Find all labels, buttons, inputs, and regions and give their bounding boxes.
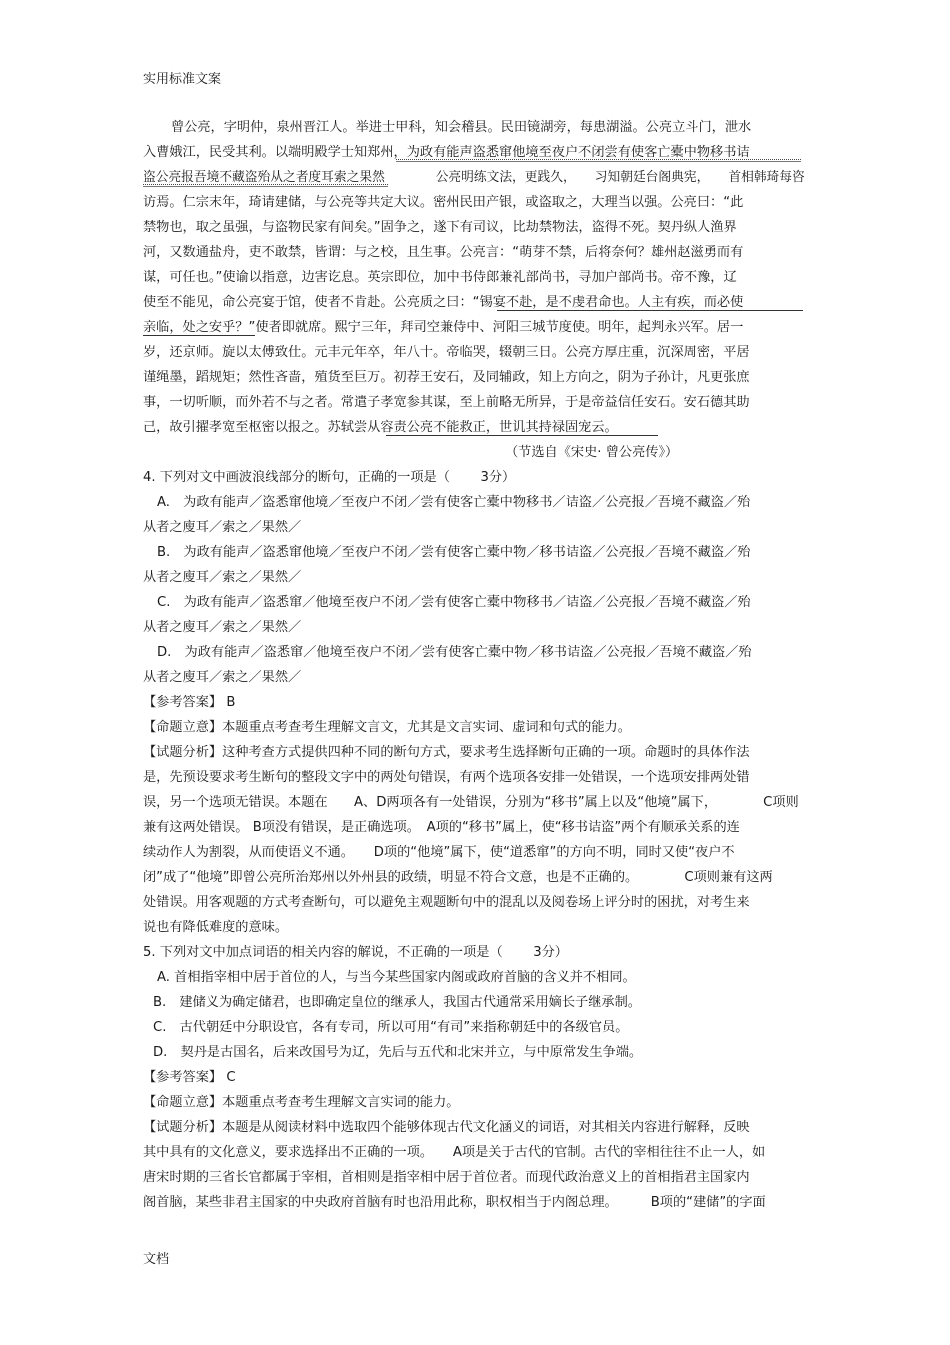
wavy-underline xyxy=(143,186,388,187)
text-line: 阁首脑，某些非君主国家的中央政府首脑有时也沿用此称，职权相当于内阁总理。 B项的“建储”的字面 xyxy=(143,1195,766,1210)
wavy-underline xyxy=(143,184,388,185)
page-footer: 文档 xyxy=(143,1252,170,1267)
text-line: 从者之廋耳／索之／果然／ xyxy=(143,570,302,585)
text-line: 处错误。用客观题的方式考查断句，可以避免主观题断句中的混乱以及阅卷场上评分时的困扰，对考生来 xyxy=(143,895,750,910)
text-line: 说也有降低难度的意味。 xyxy=(143,920,289,935)
text-line: 入曹娥江，民受其利。以端明殿学士知郑州，为政有能声盗悉窜他境至夜户不闭尝有使客亡橐中物移书诘 xyxy=(143,145,750,160)
text-line: 从者之廋耳／索之／果然／ xyxy=(143,520,302,535)
text-line: 河，又数通盐舟，吏不敢禁，皆谓：与之校，且生事。公亮言：“萌芽不禁，后将奈何？雄州赵滋勇而有 xyxy=(143,245,744,260)
text-line: B. 为政有能声／盗悉窜他境／至夜户不闭／尝有使客亡橐中物／移书诘盗／公亮报／吾境不藏盗／殆 xyxy=(157,545,751,560)
text-line: 5. 下列对文中加点词语的相关内容的解说，不正确的一项是（ 3分） xyxy=(143,945,568,960)
text-line: 从者之廋耳／索之／果然／ xyxy=(143,670,302,685)
text-line: 己，故引擢孝宽至枢密以报之。苏轼尝从容责公亮不能救正，世讥其持禄固宠云。 xyxy=(143,420,618,435)
text-line: 4. 下列对文中画波浪线部分的断句，正确的一项是（ 3分） xyxy=(143,470,516,485)
text-line: D. 为政有能声／盗悉窜／他境至夜户不闭／尝有使客亡橐中物／移书诘盗／公亮报／吾境不藏盗／殆 xyxy=(157,645,752,660)
text-line: 误，另一个选项无错误。本题在 A、D两项各有一处错误，分别为“移书”属上以及“他境”属下， C项则 xyxy=(143,795,799,810)
text-line: 亲临，处之安乎？”使者即就席。熙宁三年，拜司空兼侍中、河阳三城节度使。明年，起判永兴军。居一 xyxy=(143,320,744,335)
straight-underline xyxy=(386,435,658,436)
text-line: 从者之廋耳／索之／果然／ xyxy=(143,620,302,635)
text-line: 其中具有的文化意义，要求选择出不正确的一项。 A项是关于古代的官制。古代的宰相往往不止一人，如 xyxy=(143,1145,766,1160)
text-line: 是，先预设要求考生断句的整段文字中的两处句错误，有两个选项各安排一处错误，一个选项安排两处错 xyxy=(143,770,750,785)
text-line: 使至不能见，命公亮宴于馆，使者不肯赴。公亮质之曰：“锡宴不赴，是不虔君命也。人主有疾，而必使 xyxy=(143,295,744,310)
wavy-underline xyxy=(396,161,801,162)
text-line: 盗公亮报吾境不藏盗殆从之者度耳索之果然 公亮明练文法，更践久， 习知朝廷台阁典宪， 首相韩琦每咨 xyxy=(143,170,805,185)
wavy-underline xyxy=(396,159,801,160)
text-line: （节选自《宋史· 曾公亮传》） xyxy=(505,445,679,460)
text-line: A. 首相指宰相中居于首位的人，与当今某些国家内阁或政府首脑的含义并不相同。 xyxy=(157,970,636,985)
text-line: 访焉。仁宗末年，琦请建储，与公亮等共定大议。密州民田产银，或盗取之，大理当以强。公亮曰：“此 xyxy=(143,195,744,210)
text-line: 唐宋时期的三省长官都属于宰相，首相则是指宰相中居于首位者。而现代政治意义上的首相指君主国家内 xyxy=(143,1170,750,1185)
text-line: 续动作人为割裂，从而使语义不通。 D项的“他境”属下，使“道悉窜”的方向不明，同时又使“夜户不 xyxy=(143,845,735,860)
text-line: 曾公亮，字明仲，泉州晋江人。举进士甲科，知会稽县。民田镜湖旁，每患湖溢。公亮立斗门，泄水 xyxy=(171,120,752,135)
text-line: 禁物也，取之虽强，与盗物民家有间矣。”固争之，遂下有司议，比劫禁物法，盗得不死。契丹纵人渔界 xyxy=(143,220,737,235)
text-line: C. 为政有能声／盗悉窜／他境至夜户不闭／尝有使客亡橐中物移书／诘盗／公亮报／吾境不藏盗／殆 xyxy=(157,595,751,610)
text-line: 谨绳墨，蹈规矩；然性吝啬，殖货至巨万。初荐王安石，及同辅政，知上方向之，阴为子孙计，凡更张庶 xyxy=(143,370,750,385)
text-line: B. 建储义为确定储君，也即确定皇位的继承人，我国古代通常采用嫡长子继承制。 xyxy=(153,995,641,1010)
text-line: 【试题分析】这种考查方式提供四种不同的断句方式，要求考生选择断句正确的一项。命题时的具体作法 xyxy=(143,745,750,760)
text-line: D. 契丹是古国名，后来改国号为辽，先后与五代和北宋并立，与中原常发生争端。 xyxy=(153,1045,643,1060)
text-line: 【参考答案】 B xyxy=(143,695,236,710)
straight-underline xyxy=(143,335,255,336)
text-line: 【参考答案】 C xyxy=(143,1070,236,1085)
text-line: 【命题立意】本题重点考查考生理解文言文，尤其是文言实词、虚词和句式的能力。 xyxy=(143,720,631,735)
text-line: C. 古代朝廷中分职设官，各有专司，所以可用“有司”来指称朝廷中的各级官员。 xyxy=(153,1020,629,1035)
text-line: 【命题立意】本题重点考查考生理解文言实词的能力。 xyxy=(143,1095,460,1110)
text-line: 事，一切听顺，而外若不与之者。常遣子孝宽参其谋，至上前略无所异，于是帝益信任安石。安石德其助 xyxy=(143,395,750,410)
text-line: 闭”成了“他境”即曾公亮所治郑州以外州县的政绩，明显不符合文意，也是不正确的。 C项则兼有这两 xyxy=(143,870,773,885)
text-line: 兼有这两处错误。 B项没有错误，是正确选项。 A项的“移书”属上，使“移书诘盗”两个有顺承关系的连 xyxy=(143,820,740,835)
text-line: 【试题分析】本题是从阅读材料中选取四个能够体现古代文化涵义的词语，对其相关内容进行解释，反映 xyxy=(143,1120,750,1135)
text-line: 谋，可任也。”使谕以指意，边害讫息。英宗即位，加中书侍郎兼礼部尚书，寻加户部尚书。帝不豫，辽 xyxy=(143,270,737,285)
straight-underline xyxy=(497,310,803,311)
text-line: A. 为政有能声／盗悉窜他境／至夜户不闭／尝有使客亡橐中物移书／诘盗／公亮报／吾境不藏盗／殆 xyxy=(157,495,751,510)
text-line: 岁，还京师。旋以太傅致仕。元丰元年卒，年八十。帝临哭，辍朝三日。公亮方厚庄重，沉深周密，平居 xyxy=(143,345,750,360)
page-header: 实用标准文案 xyxy=(143,72,222,87)
